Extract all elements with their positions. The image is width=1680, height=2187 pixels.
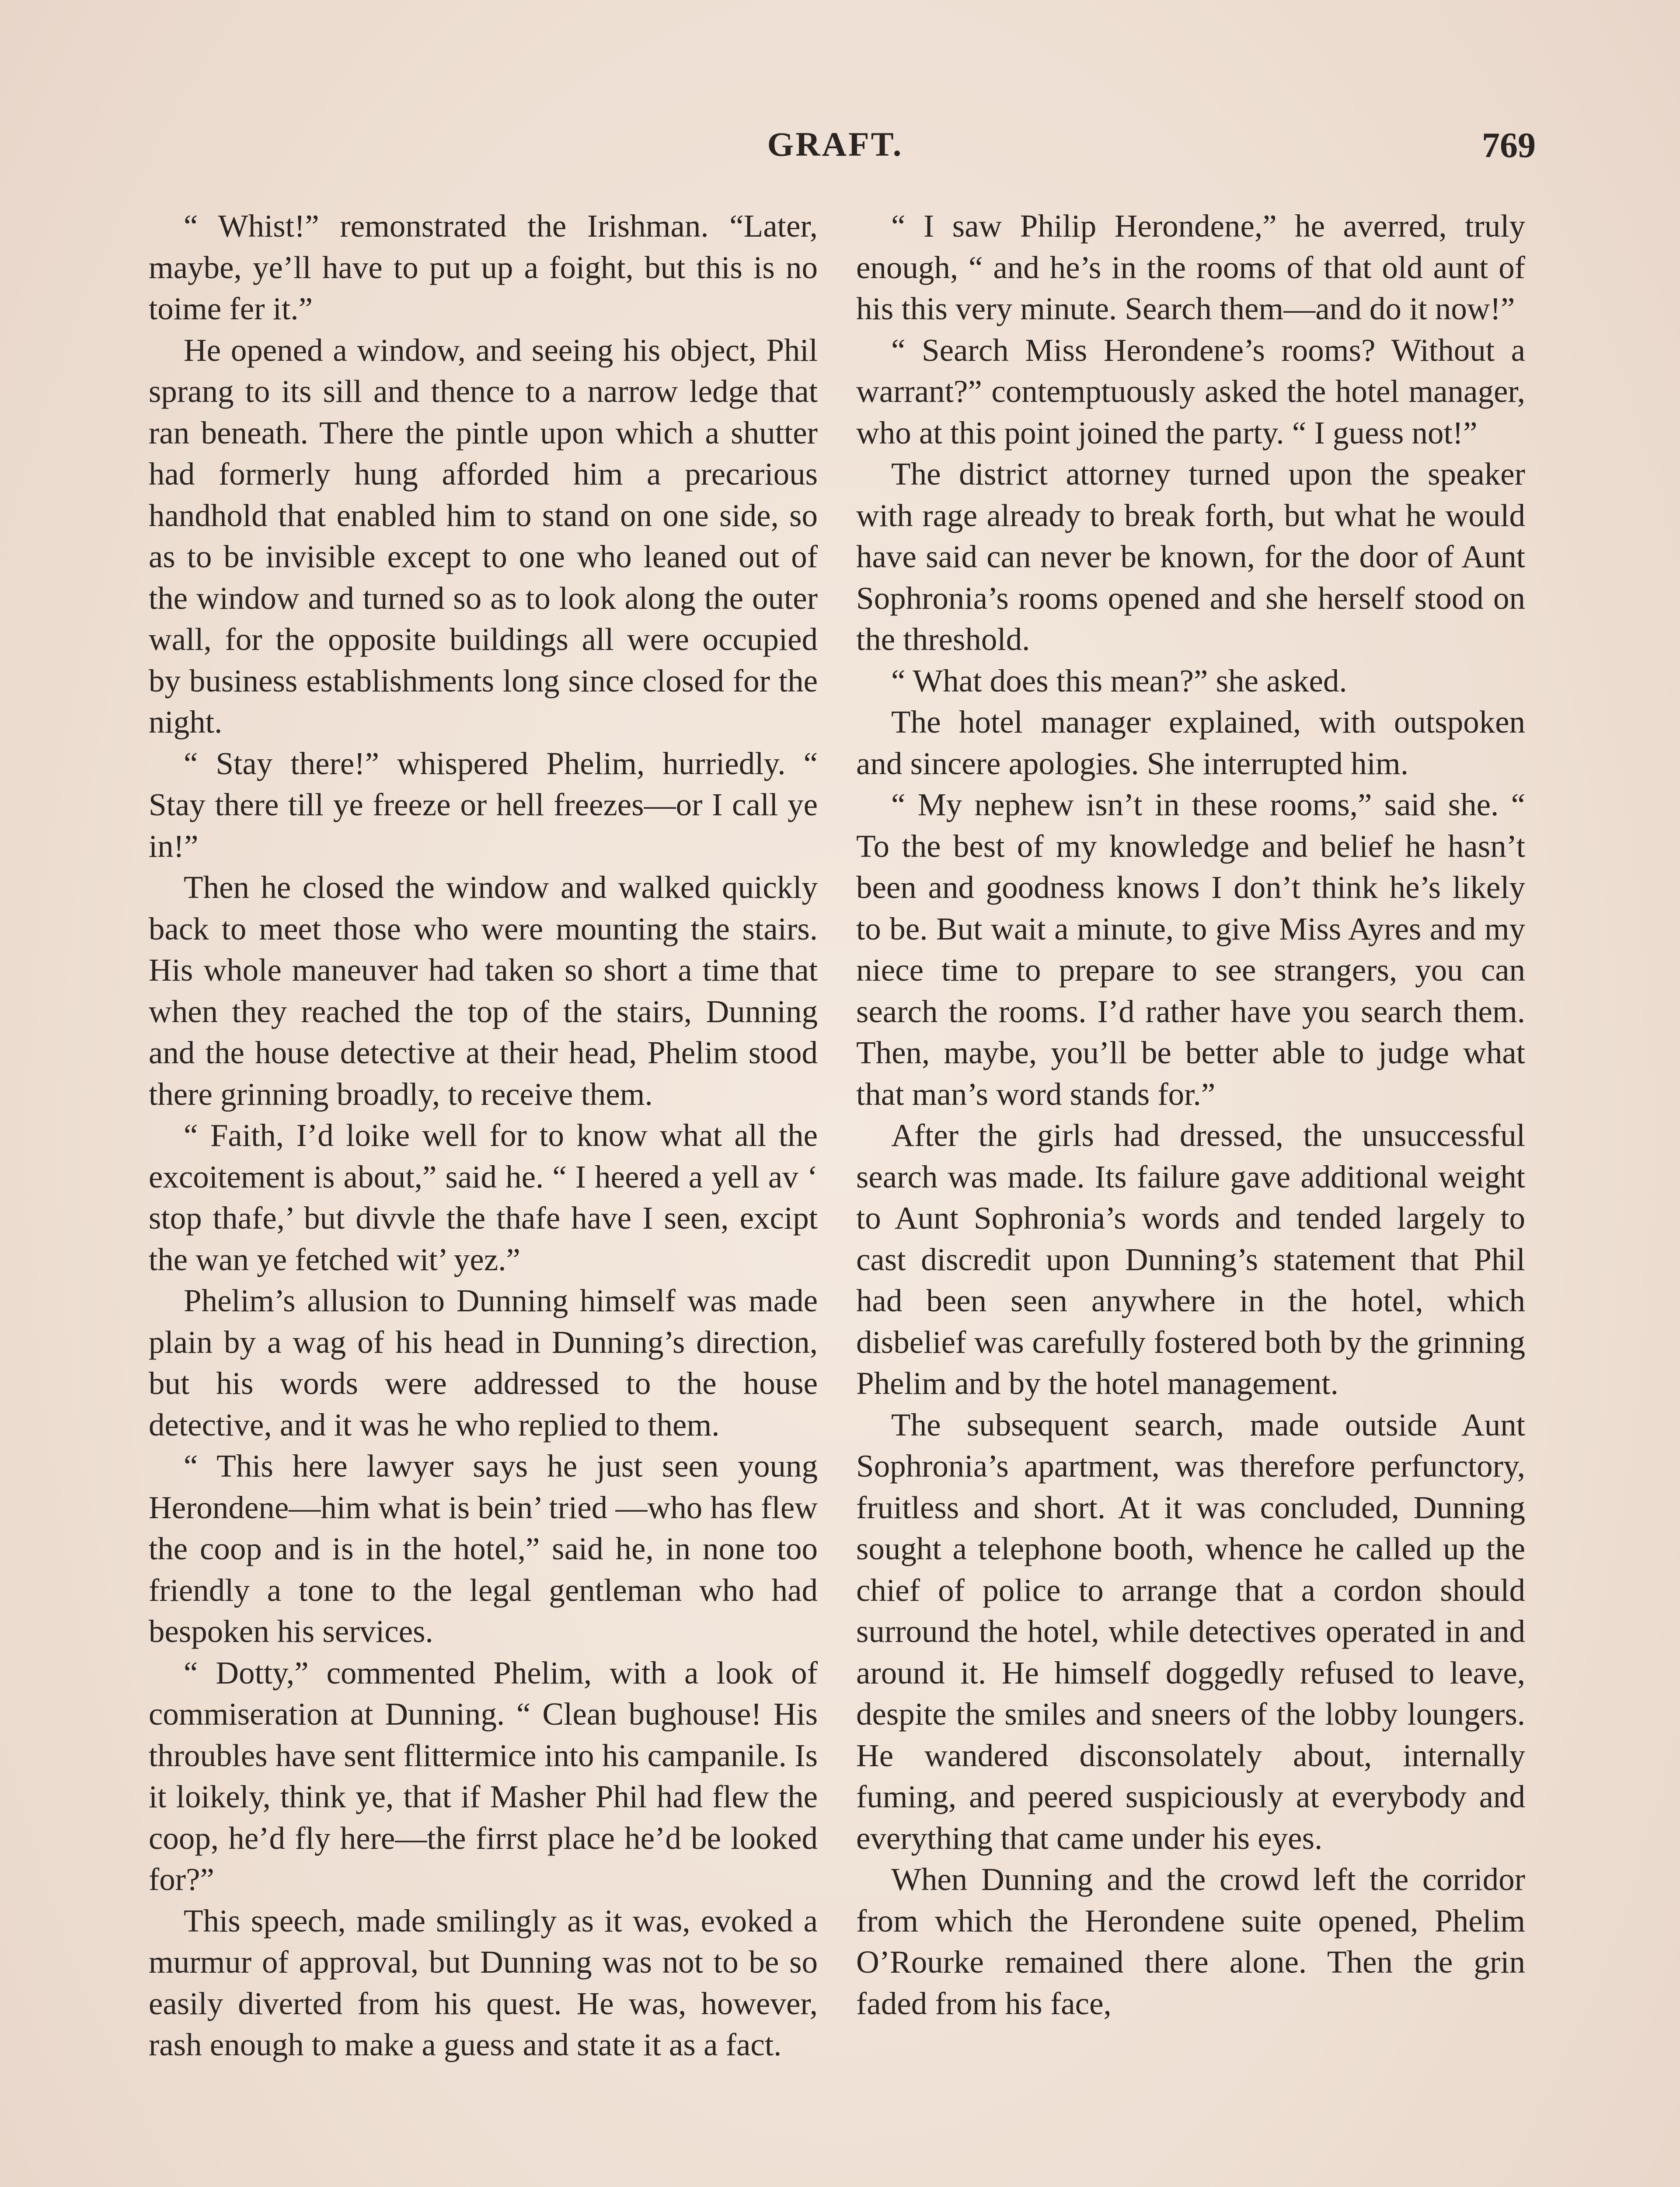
right-column	[856, 206, 1525, 2024]
paragraph: He opened a window, and seeing his object, Phil sprang to its sill and thence to a narrow ledge that ran beneath. There the pintle upon which a shutter had formerly hung afforded him a precarious handhold that enabled him to stand on one side, so as to be invisible except to one who leaned out of the window and turned so as to look along the outer wall, for the opposite buildings all were occupied by business establishments long since closed for the night.	[149, 332, 818, 740]
paragraph: The district attorney turned upon the speaker with rage already to break forth, but what he would have said can never be known, for the door of Aunt Sophronia’s rooms opened and she herself stood on the threshold.	[856, 456, 1525, 657]
left-column	[149, 206, 818, 2066]
running-title: GRAFT.	[767, 125, 903, 163]
paragraph: “ Dotty,” commented Phelim, with a look of commiseration at Dunning. “ Clean bughouse! His throubles have sent flittermice into his campanile. Is it loikely, think ye, that if Masher Phil had flew the coop, he’d fly here—the firrst place he’d be looked for?”	[149, 1655, 818, 1897]
paragraph: After the girls had dressed, the unsuccessful search was made. Its failure gave additional weight to Aunt Sophronia’s words and tended largely to cast discredit upon Dunning’s statement that Phil had been seen anywhere in the hotel, which disbelief was carefully fostered both by the grinning Phelim and by the hotel management.	[856, 1118, 1525, 1401]
paragraph: “ Search Miss Herondene’s rooms? Without a warrant?” contemptuously asked the hotel manager, who at this point joined the party. “ I guess not!”	[856, 332, 1525, 451]
paragraph: “ My nephew isn’t in these rooms,” said she. “ To the best of my knowledge and belief he hasn’t been and goodness knows I don’t think he’s likely to be. But wait a minute, to give Miss Ayres and my niece time to prepare to see strangers, you can search the rooms. I’d rather have you search them. Then, maybe, you’ll be better able to judge what that man’s word stands for.”	[856, 787, 1525, 1112]
paragraph: Then he closed the window and walked quickly back to meet those who were mounting the stairs. His whole maneuver had taken so short a time that when they reached the top of the stairs, Dunning and the house detective at their head, Phelim stood there grinning broadly, to receive them.	[149, 870, 818, 1112]
paragraph: “ I saw Philip Herondene,” he averred, truly enough, “ and he’s in the rooms of that old aunt of his this very minute. Search them—and do it now!”	[856, 208, 1525, 326]
paragraph: “ This here lawyer says he just seen young Herondene—him what is bein’ tried —who has flew the coop and is in the hotel,” said he, in none too friendly a tone to the legal gentleman who had bespoken his services.	[149, 1448, 818, 1649]
paragraph: Phelim’s allusion to Dunning himself was made plain by a wag of his head in Dunning’s direction, but his words were addressed to the house detective, and it was he who replied to them.	[149, 1283, 818, 1443]
paragraph: “ Whist!” remonstrated the Irishman. “Later, maybe, ye’ll have to put up a foight, but this is no toime fer it.”	[149, 208, 818, 326]
paragraph: When Dunning and the crowd left the corridor from which the Herondene suite opened, Phelim O’Rourke remained there alone. Then the grin faded from his face,	[856, 1862, 1525, 2021]
paragraph: “ Stay there!” whispered Phelim, hurriedly. “ Stay there till ye freeze or hell freezes—or I call ye in!”	[149, 745, 818, 864]
paragraph: The hotel manager explained, with outspoken and sincere apologies. She interrupted him.	[856, 704, 1525, 781]
paragraph: “ Faith, I’d loike well for to know what all the excoitement is about,” said he. “ I heered a yell av ‘ stop thafe,’ but divvle the thafe have I seen, excipt the wan ye fetched wit’ yez.”	[149, 1118, 818, 1277]
page-number: 769	[1482, 125, 1536, 165]
paragraph: The subsequent search, made outside Aunt Sophronia’s apartment, was therefore perfunctory, fruitless and short. At it was concluded, Dunning sought a telephone booth, whence he called up the chief of police to arrange that a cordon should surround the hotel, while detectives operated in and around it. He himself doggedly refused to leave, despite the smiles and sneers of the lobby loungers. He wandered disconsolately about, internally fuming, and peered suspiciously at everybody and everything that came under his eyes.	[856, 1407, 1525, 1856]
paragraph: “ What does this mean?” she asked.	[891, 663, 1347, 699]
paragraph: This speech, made smilingly as it was, evoked a murmur of approval, but Dunning was not to be so easily diverted from his quest. He was, however, rash enough to make a guess and state it as a fact.	[149, 1903, 818, 2062]
